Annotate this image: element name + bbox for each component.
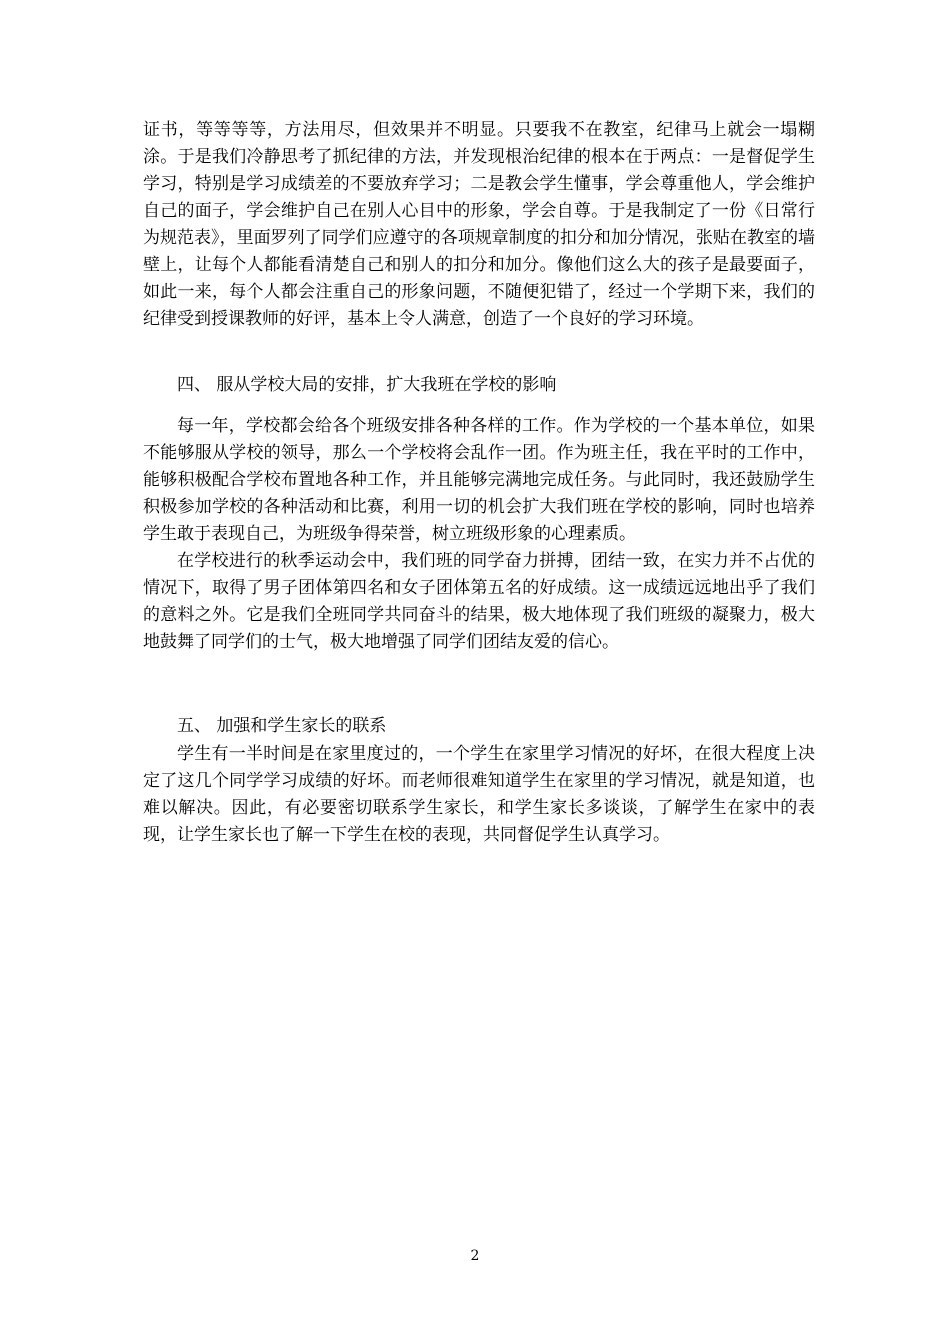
section-5-heading-block [143,713,815,740]
section-4-heading-block [143,372,815,399]
body-text-block [143,117,815,333]
section-heading: 四、 服从学校大局的安排，扩大我班在学校的影响 [177,375,557,395]
paragraph-school-work: 每一年，学校都会给各个班级安排各种各样的工作。作为学校的一个基本单位，如果不能够服从学校的领导，那么一个学校将会乱作一团。作为班主任，我在平时的工作中，能够积极配合学校布置地各种工作，并且能够完满地完成任务。与此同时，我还鼓励学生积极参加学校的各种活动和比赛，利用一切的机会扩大我们班在学校的影响，同时也培养学生敢于表现自己，为班级争得荣誉，树立班级形象的心理素质。 [143,416,815,544]
paragraph-sports-meet: 在学校进行的秋季运动会中，我们班的同学奋力拼搏，团结一致，在实力并不占优的情况下，取得了男子团体第四名和女子团体第五名的好成绩。这一成绩远远地出乎了我们的意料之外。它是我们全班同学共同奋斗的结果，极大地体现了我们班级的凝聚力，极大地鼓舞了同学们的士气，极大地增强了同学们团结友爱的信心。 [143,551,815,652]
section-5-body [143,741,815,849]
paragraph-parents: 学生有一半时间是在家里度过的，一个学生在家里学习情况的好坏，在很大程度上决定了这几个同学学习成绩的好坏。而老师很难知道学生在家里的学习情况，就是知道，也难以解决。因此，有必要密切联系学生家长，和学生家长多谈谈，了解学生在家中的表现，让学生家长也了解一下学生在校的表现，共同督促学生认真学习。 [143,744,815,845]
paragraph-discipline: 证书，等等等等，方法用尽，但效果并不明显。只要我不在教室，纪律马上就会一塌糊涂。于是我们冷静思考了抓纪律的方法，并发现根治纪律的根本在于两点：一是督促学生学习，特别是学习成绩差的不要放弃学习；二是教会学生懂事，学会尊重他人，学会维护自己的面子，学会维护自己在别人心目中的形象，学会自尊。于是我制定了一份《日常行为规范表》，里面罗列了同学们应遵守的各项规章制度的扣分和加分情况，张贴在教室的墙壁上，让每个人都能看清楚自己和别人的扣分和加分。像他们这么大的孩子是最要面子，如此一来，每个人都会注重自己的形象问题，不随便犯错了，经过一个学期下来，我们的纪律受到授课教师的好评，基本上令人满意，创造了一个良好的学习环境。 [143,120,815,329]
section-heading: 五、 加强和学生家长的联系 [177,716,387,736]
page-number: 2 [470,1248,480,1264]
section-4-body [143,413,815,656]
